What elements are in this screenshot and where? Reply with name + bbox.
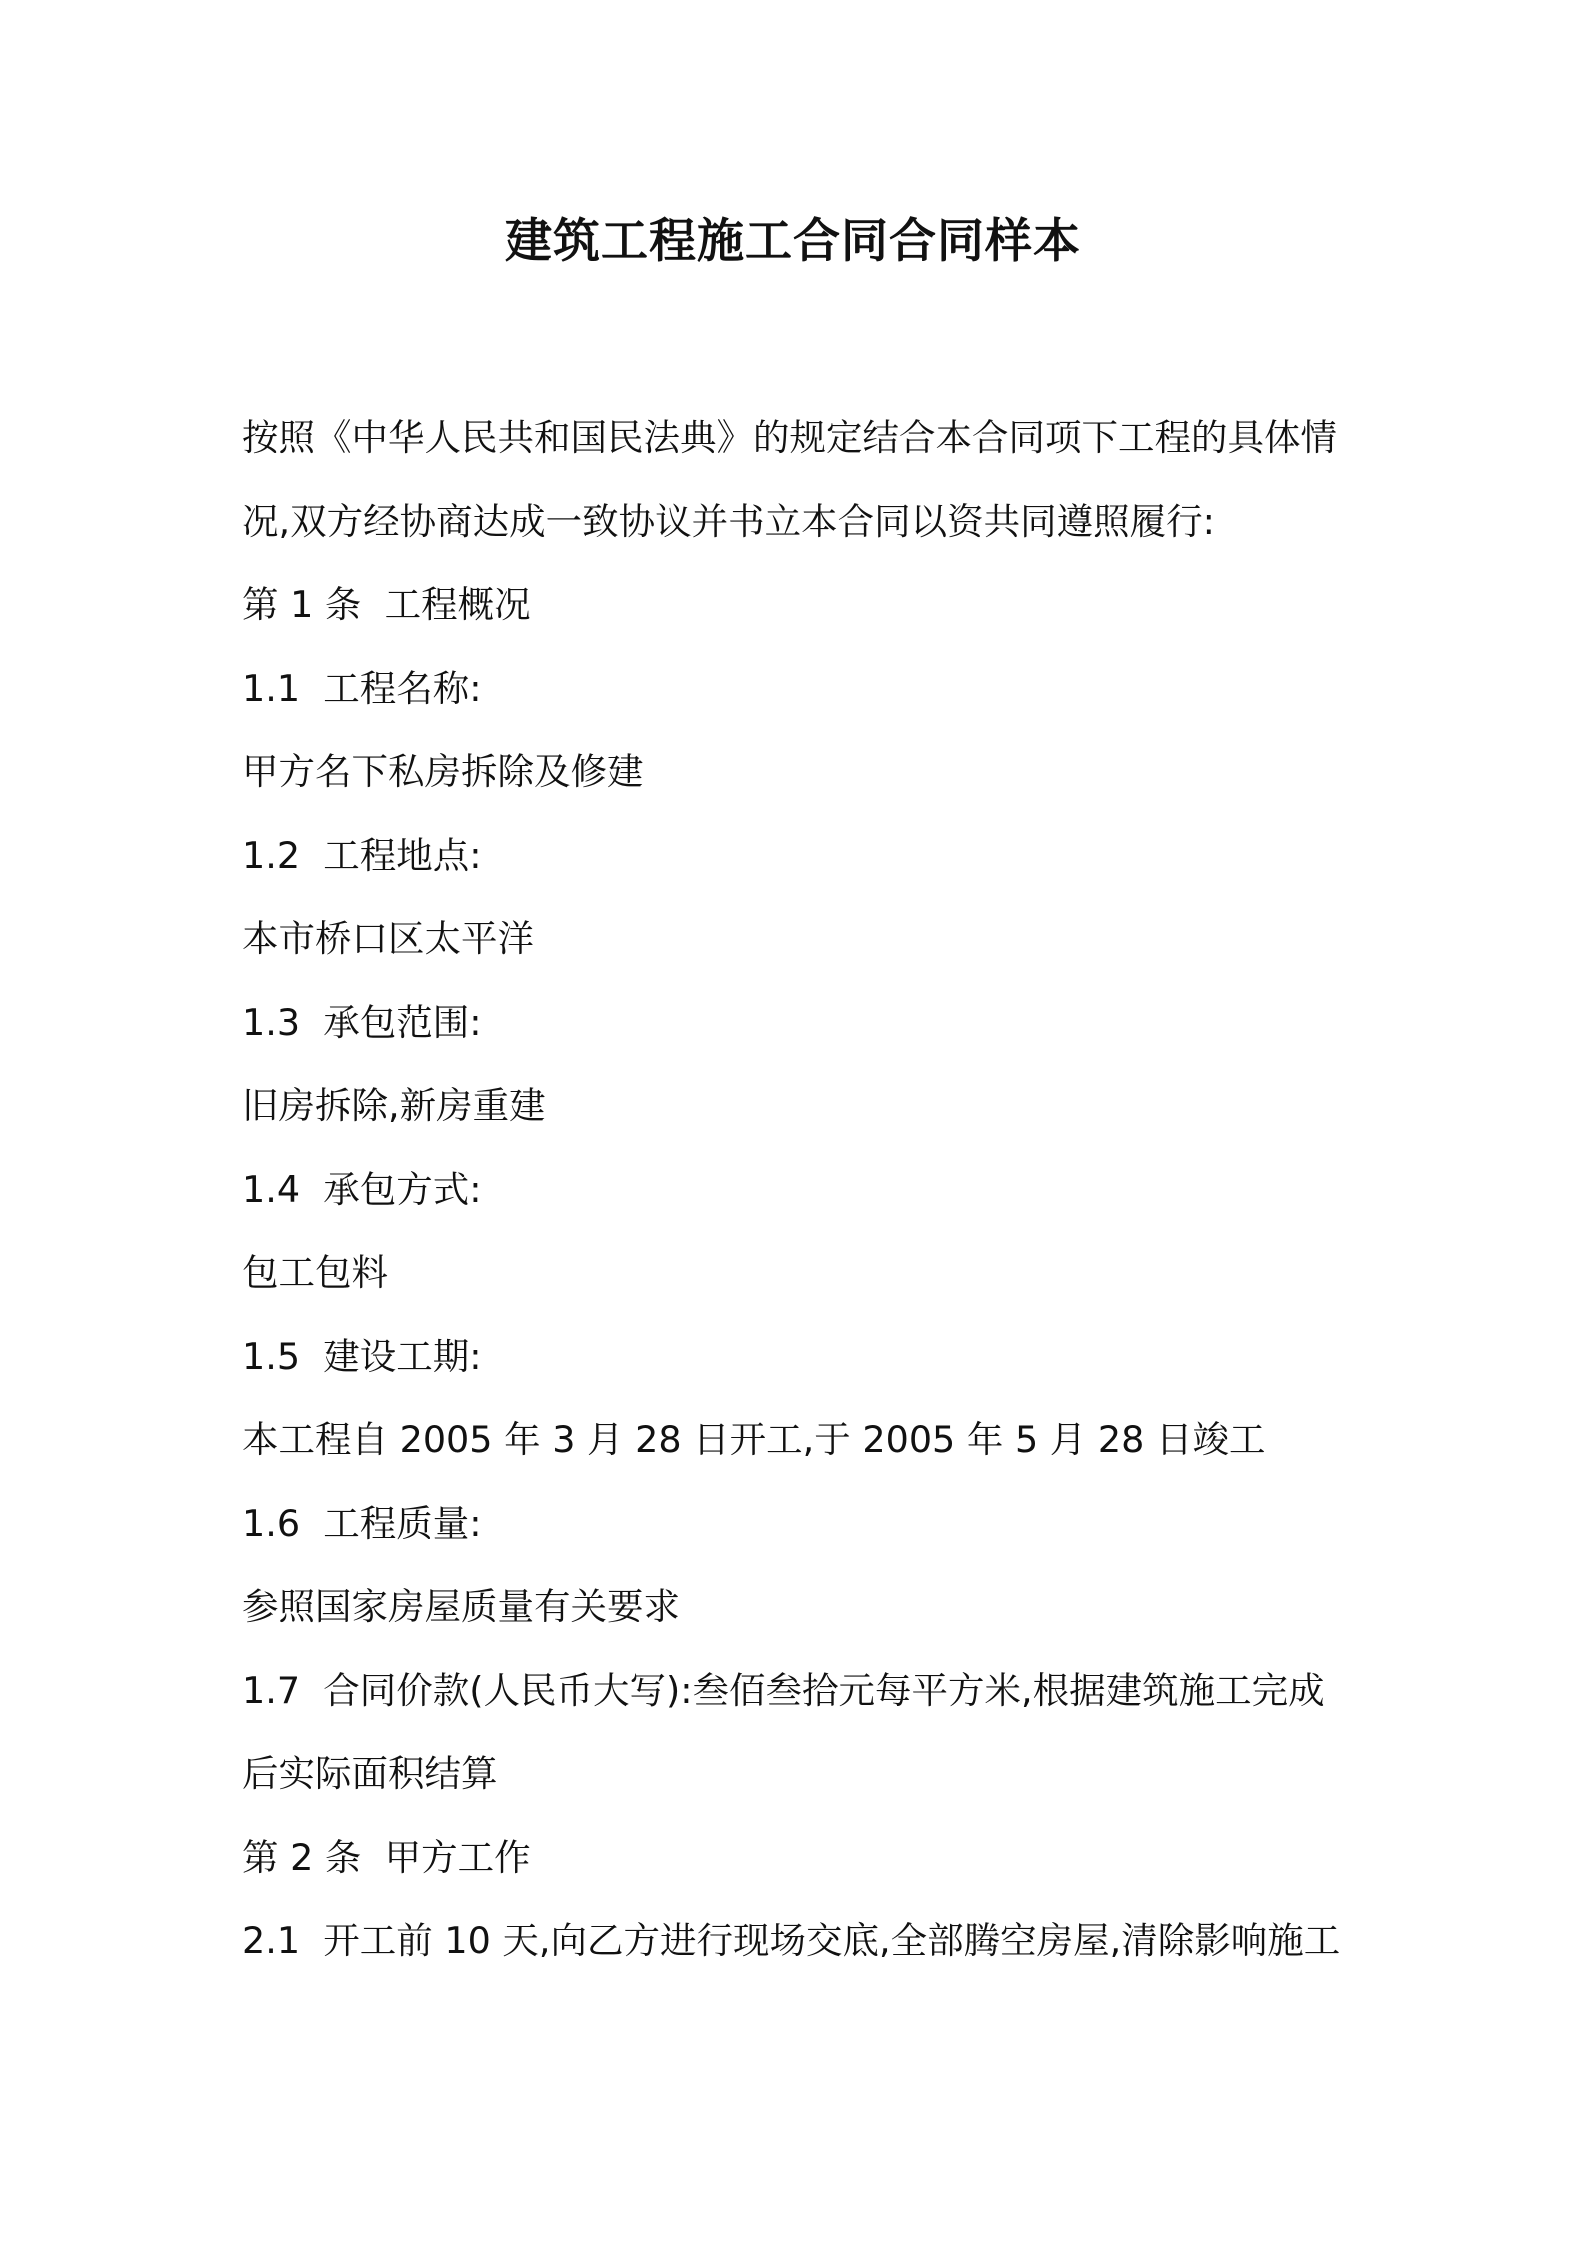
clause-heading: 1.3 承包范围: — [242, 1000, 482, 1044]
clause-value: 本工程自 2005 年 3 月 28 日开工,于 2005 年 5 月 28 日竣工 — [242, 1418, 1266, 1461]
clause-value: 旧房拆除,新房重建 — [242, 1084, 546, 1127]
paragraph-line: 况,双方经协商达成一致协议并书立本合同以资共同遵照履行: — [242, 499, 1215, 543]
clause-heading: 1.1 工程名称: — [242, 666, 482, 710]
clause-text: 后实际面积结算 — [242, 1752, 498, 1795]
article-heading: 第 2 条 甲方工作 — [242, 1835, 531, 1879]
clause-heading: 1.5 建设工期: — [242, 1334, 482, 1378]
clause-value: 本市桥口区太平洋 — [242, 917, 534, 960]
document-body — [242, 408, 1362, 1995]
clause-value: 参照国家房屋质量有关要求 — [242, 1585, 680, 1628]
clause-heading: 1.2 工程地点: — [242, 833, 482, 877]
clause-value: 包工包料 — [242, 1251, 388, 1294]
clause-text: 1.7 合同价款(人民币大写):叁佰叁拾元每平方米,根据建筑施工完成 — [242, 1668, 1325, 1712]
paragraph-line: 按照《中华人民共和国民法典》的规定结合本合同项下工程的具体情 — [242, 416, 1337, 459]
clause-heading: 1.6 工程质量: — [242, 1501, 482, 1545]
clause-text: 2.1 开工前 10 天,向乙方进行现场交底,全部腾空房屋,清除影响施工 — [242, 1919, 1341, 1962]
clause-value: 甲方名下私房拆除及修建 — [242, 750, 644, 793]
clause-heading: 1.4 承包方式: — [242, 1167, 482, 1211]
document-title: 建筑工程施工合同合同样本 — [505, 214, 1081, 269]
article-heading: 第 1 条 工程概况 — [242, 583, 531, 626]
